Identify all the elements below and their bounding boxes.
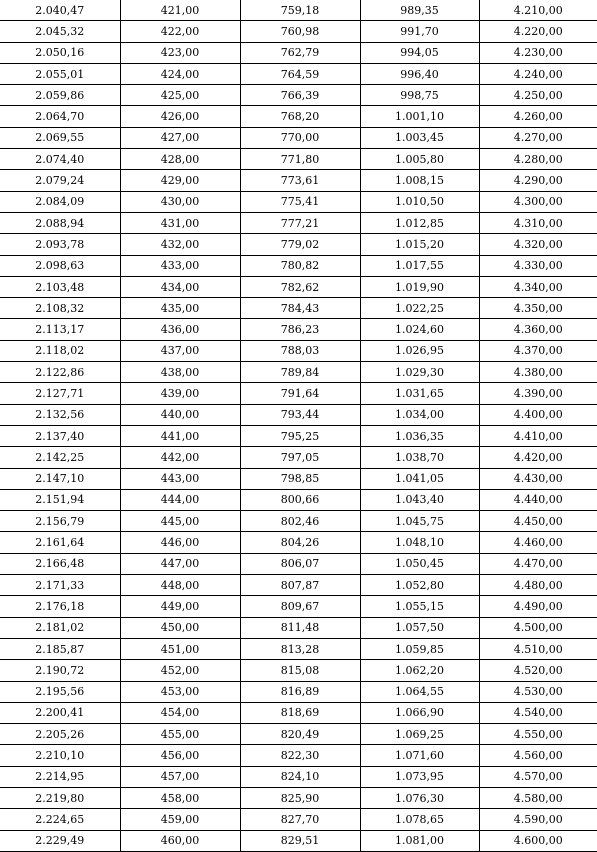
table-cell: 2.084,09: [0, 191, 120, 212]
table-cell: 4.520,00: [479, 660, 597, 681]
table-row: [0, 660, 597, 681]
table-cell: 1.052,80: [360, 575, 479, 596]
table-cell: 422,00: [120, 21, 240, 42]
table-cell: 2.098,63: [0, 255, 120, 276]
table-cell: 445,00: [120, 511, 240, 532]
table-cell: 770,00: [240, 127, 360, 148]
table-cell: 816,89: [240, 681, 360, 702]
table-cell: 786,23: [240, 319, 360, 340]
table-cell: 2.064,70: [0, 106, 120, 127]
table-cell: 1.043,40: [360, 489, 479, 510]
table-row: [0, 468, 597, 489]
table-cell: 4.590,00: [479, 809, 597, 830]
table-cell: 1.078,65: [360, 809, 479, 830]
table-cell: 447,00: [120, 553, 240, 574]
table-cell: 1.069,25: [360, 724, 479, 745]
table-cell: 2.040,47: [0, 0, 120, 21]
table-cell: 2.059,86: [0, 85, 120, 106]
table-cell: 1.055,15: [360, 596, 479, 617]
table-cell: 759,18: [240, 0, 360, 21]
table-cell: 1.057,50: [360, 617, 479, 638]
table-cell: 2.050,16: [0, 42, 120, 63]
table-cell: 2.103,48: [0, 276, 120, 297]
table-cell: 455,00: [120, 724, 240, 745]
table-cell: 4.540,00: [479, 702, 597, 723]
table-cell: 439,00: [120, 383, 240, 404]
table-cell: 430,00: [120, 191, 240, 212]
table-row: [0, 638, 597, 659]
table-row: [0, 447, 597, 468]
table-cell: 771,80: [240, 149, 360, 170]
table-cell: 2.045,32: [0, 21, 120, 42]
table-cell: 4.440,00: [479, 489, 597, 510]
table-cell: 809,67: [240, 596, 360, 617]
table-cell: 2.185,87: [0, 638, 120, 659]
table-cell: 793,44: [240, 404, 360, 425]
table-cell: 454,00: [120, 702, 240, 723]
table-cell: 426,00: [120, 106, 240, 127]
table-cell: 2.181,02: [0, 617, 120, 638]
table-cell: 450,00: [120, 617, 240, 638]
table-cell: 811,48: [240, 617, 360, 638]
table-row: [0, 212, 597, 233]
table-cell: 1.062,20: [360, 660, 479, 681]
table-row: [0, 745, 597, 766]
table-cell: 1.034,00: [360, 404, 479, 425]
table-cell: 2.069,55: [0, 127, 120, 148]
table-cell: 4.600,00: [479, 830, 597, 851]
table-cell: 1.017,55: [360, 255, 479, 276]
table-cell: 4.400,00: [479, 404, 597, 425]
table-cell: 780,82: [240, 255, 360, 276]
table-cell: 4.220,00: [479, 21, 597, 42]
table-cell: 446,00: [120, 532, 240, 553]
table-cell: 4.570,00: [479, 766, 597, 787]
table-cell: 4.460,00: [479, 532, 597, 553]
table-cell: 1.038,70: [360, 447, 479, 468]
table-cell: 432,00: [120, 234, 240, 255]
table-cell: 813,28: [240, 638, 360, 659]
table-cell: 804,26: [240, 532, 360, 553]
table-cell: 764,59: [240, 63, 360, 84]
table-cell: 444,00: [120, 489, 240, 510]
table-cell: 1.059,85: [360, 638, 479, 659]
table-cell: 2.229,49: [0, 830, 120, 851]
table-cell: 824,10: [240, 766, 360, 787]
table-cell: 1.001,10: [360, 106, 479, 127]
table-cell: 440,00: [120, 404, 240, 425]
table-row: [0, 63, 597, 84]
table-row: [0, 553, 597, 574]
table-cell: 1.024,60: [360, 319, 479, 340]
table-cell: 437,00: [120, 340, 240, 361]
table-cell: 807,87: [240, 575, 360, 596]
table-row: [0, 702, 597, 723]
table-cell: 818,69: [240, 702, 360, 723]
table-cell: 4.330,00: [479, 255, 597, 276]
table-row: [0, 617, 597, 638]
table-row: [0, 149, 597, 170]
table-cell: 1.081,00: [360, 830, 479, 851]
table-cell: 443,00: [120, 468, 240, 489]
table-cell: 2.093,78: [0, 234, 120, 255]
table-cell: 4.360,00: [479, 319, 597, 340]
table-cell: 423,00: [120, 42, 240, 63]
table-cell: 449,00: [120, 596, 240, 617]
table-cell: 2.127,71: [0, 383, 120, 404]
table-cell: 2.205,26: [0, 724, 120, 745]
table-cell: 1.031,65: [360, 383, 479, 404]
table-cell: 994,05: [360, 42, 479, 63]
table-cell: 4.350,00: [479, 298, 597, 319]
table-cell: 1.029,30: [360, 362, 479, 383]
table-cell: 451,00: [120, 638, 240, 659]
table-cell: 4.430,00: [479, 468, 597, 489]
table-cell: 800,66: [240, 489, 360, 510]
table-cell: 991,70: [360, 21, 479, 42]
table-cell: 768,20: [240, 106, 360, 127]
table-cell: 1.071,60: [360, 745, 479, 766]
table-cell: 436,00: [120, 319, 240, 340]
table-cell: 452,00: [120, 660, 240, 681]
table-cell: 998,75: [360, 85, 479, 106]
table-row: [0, 170, 597, 191]
table-row: [0, 0, 597, 21]
table-cell: 773,61: [240, 170, 360, 191]
table-cell: 1.036,35: [360, 425, 479, 446]
table-cell: 427,00: [120, 127, 240, 148]
table-cell: 760,98: [240, 21, 360, 42]
table-cell: 4.550,00: [479, 724, 597, 745]
table-row: [0, 127, 597, 148]
table-cell: 428,00: [120, 149, 240, 170]
table-row: [0, 383, 597, 404]
table-row: [0, 106, 597, 127]
table-cell: 425,00: [120, 85, 240, 106]
table-cell: 4.310,00: [479, 212, 597, 233]
table-cell: 2.200,41: [0, 702, 120, 723]
table-cell: 4.290,00: [479, 170, 597, 191]
table-row: [0, 489, 597, 510]
table-cell: 2.176,18: [0, 596, 120, 617]
table-row: [0, 532, 597, 553]
table-row: [0, 830, 597, 851]
table-cell: 2.132,56: [0, 404, 120, 425]
table-cell: 434,00: [120, 276, 240, 297]
table-cell: 4.340,00: [479, 276, 597, 297]
table-cell: 777,21: [240, 212, 360, 233]
table-cell: 1.015,20: [360, 234, 479, 255]
table-cell: 441,00: [120, 425, 240, 446]
table-cell: 2.137,40: [0, 425, 120, 446]
table-cell: 1.008,15: [360, 170, 479, 191]
table-row: [0, 85, 597, 106]
table-row: [0, 724, 597, 745]
table-cell: 442,00: [120, 447, 240, 468]
table-cell: 2.151,94: [0, 489, 120, 510]
table-cell: 4.410,00: [479, 425, 597, 446]
table-cell: 2.147,10: [0, 468, 120, 489]
table-cell: 4.210,00: [479, 0, 597, 21]
table-cell: 2.142,25: [0, 447, 120, 468]
table-cell: 784,43: [240, 298, 360, 319]
table-cell: 806,07: [240, 553, 360, 574]
table-cell: 2.214,95: [0, 766, 120, 787]
table-cell: 4.560,00: [479, 745, 597, 766]
table-cell: 4.490,00: [479, 596, 597, 617]
table-row: [0, 298, 597, 319]
table-cell: 4.390,00: [479, 383, 597, 404]
table-cell: 795,25: [240, 425, 360, 446]
table-cell: 798,85: [240, 468, 360, 489]
table-cell: 1.050,45: [360, 553, 479, 574]
table-row: [0, 809, 597, 830]
table-cell: 2.088,94: [0, 212, 120, 233]
table-cell: 2.113,17: [0, 319, 120, 340]
table-cell: 453,00: [120, 681, 240, 702]
table-cell: 2.210,10: [0, 745, 120, 766]
table-cell: 4.500,00: [479, 617, 597, 638]
table-row: [0, 276, 597, 297]
table-row: [0, 21, 597, 42]
table-cell: 4.250,00: [479, 85, 597, 106]
table-cell: 815,08: [240, 660, 360, 681]
table-cell: 788,03: [240, 340, 360, 361]
table-cell: 1.066,90: [360, 702, 479, 723]
table-cell: 2.195,56: [0, 681, 120, 702]
table-cell: 2.190,72: [0, 660, 120, 681]
table-cell: 4.480,00: [479, 575, 597, 596]
table-cell: 766,39: [240, 85, 360, 106]
table-cell: 996,40: [360, 63, 479, 84]
table-cell: 1.022,25: [360, 298, 479, 319]
table-cell: 4.380,00: [479, 362, 597, 383]
table-cell: 460,00: [120, 830, 240, 851]
table-cell: 779,02: [240, 234, 360, 255]
table-row: [0, 234, 597, 255]
table-cell: 2.122,86: [0, 362, 120, 383]
table-cell: 762,79: [240, 42, 360, 63]
table-cell: 820,49: [240, 724, 360, 745]
table-row: [0, 42, 597, 63]
table-cell: 4.300,00: [479, 191, 597, 212]
table-cell: 2.171,33: [0, 575, 120, 596]
table-row: [0, 340, 597, 361]
table-row: [0, 404, 597, 425]
table-cell: 829,51: [240, 830, 360, 851]
table-cell: 1.073,95: [360, 766, 479, 787]
table-cell: 2.219,80: [0, 787, 120, 808]
table-row: [0, 575, 597, 596]
table-cell: 4.280,00: [479, 149, 597, 170]
table-row: [0, 511, 597, 532]
table-cell: 448,00: [120, 575, 240, 596]
table-cell: 1.019,90: [360, 276, 479, 297]
table-row: [0, 255, 597, 276]
table-cell: 1.064,55: [360, 681, 479, 702]
table-cell: 797,05: [240, 447, 360, 468]
table-cell: 1.048,10: [360, 532, 479, 553]
table-row: [0, 766, 597, 787]
table-cell: 822,30: [240, 745, 360, 766]
table-cell: 2.156,79: [0, 511, 120, 532]
table-cell: 438,00: [120, 362, 240, 383]
table-cell: 2.161,64: [0, 532, 120, 553]
table-cell: 1.010,50: [360, 191, 479, 212]
table-cell: 431,00: [120, 212, 240, 233]
table-cell: 2.074,40: [0, 149, 120, 170]
table-cell: 4.320,00: [479, 234, 597, 255]
table-cell: 1.012,85: [360, 212, 479, 233]
table-row: [0, 596, 597, 617]
table-cell: 825,90: [240, 787, 360, 808]
table-cell: 459,00: [120, 809, 240, 830]
table-cell: 4.420,00: [479, 447, 597, 468]
table-cell: 456,00: [120, 745, 240, 766]
table-cell: 4.510,00: [479, 638, 597, 659]
table-row: [0, 319, 597, 340]
table-cell: 458,00: [120, 787, 240, 808]
table-cell: 4.230,00: [479, 42, 597, 63]
table-cell: 424,00: [120, 63, 240, 84]
table-cell: 4.530,00: [479, 681, 597, 702]
table-cell: 4.580,00: [479, 787, 597, 808]
table-row: [0, 362, 597, 383]
table-cell: 4.450,00: [479, 511, 597, 532]
table-cell: 2.118,02: [0, 340, 120, 361]
table-row: [0, 191, 597, 212]
table-cell: 4.370,00: [479, 340, 597, 361]
table-cell: 1.026,95: [360, 340, 479, 361]
table-cell: 789,84: [240, 362, 360, 383]
table-cell: 2.108,32: [0, 298, 120, 319]
table-cell: 1.076,30: [360, 787, 479, 808]
table-cell: 433,00: [120, 255, 240, 276]
table-cell: 775,41: [240, 191, 360, 212]
table-row: [0, 787, 597, 808]
table-row: [0, 681, 597, 702]
table-cell: 457,00: [120, 766, 240, 787]
table-cell: 1.045,75: [360, 511, 479, 532]
table-cell: 2.166,48: [0, 553, 120, 574]
table-cell: 802,46: [240, 511, 360, 532]
table-row: [0, 425, 597, 446]
table-cell: 791,64: [240, 383, 360, 404]
table-cell: 1.003,45: [360, 127, 479, 148]
table-cell: 2.224,65: [0, 809, 120, 830]
table-cell: 4.260,00: [479, 106, 597, 127]
table-cell: 827,70: [240, 809, 360, 830]
table-cell: 2.079,24: [0, 170, 120, 191]
table-cell: 435,00: [120, 298, 240, 319]
table-cell: 782,62: [240, 276, 360, 297]
table-cell: 2.055,01: [0, 63, 120, 84]
table-cell: 421,00: [120, 0, 240, 21]
table-cell: 1.041,05: [360, 468, 479, 489]
table-cell: 4.240,00: [479, 63, 597, 84]
table-cell: 4.270,00: [479, 127, 597, 148]
table-cell: 1.005,80: [360, 149, 479, 170]
table-cell: 989,35: [360, 0, 479, 21]
table-cell: 4.470,00: [479, 553, 597, 574]
table-cell: 429,00: [120, 170, 240, 191]
